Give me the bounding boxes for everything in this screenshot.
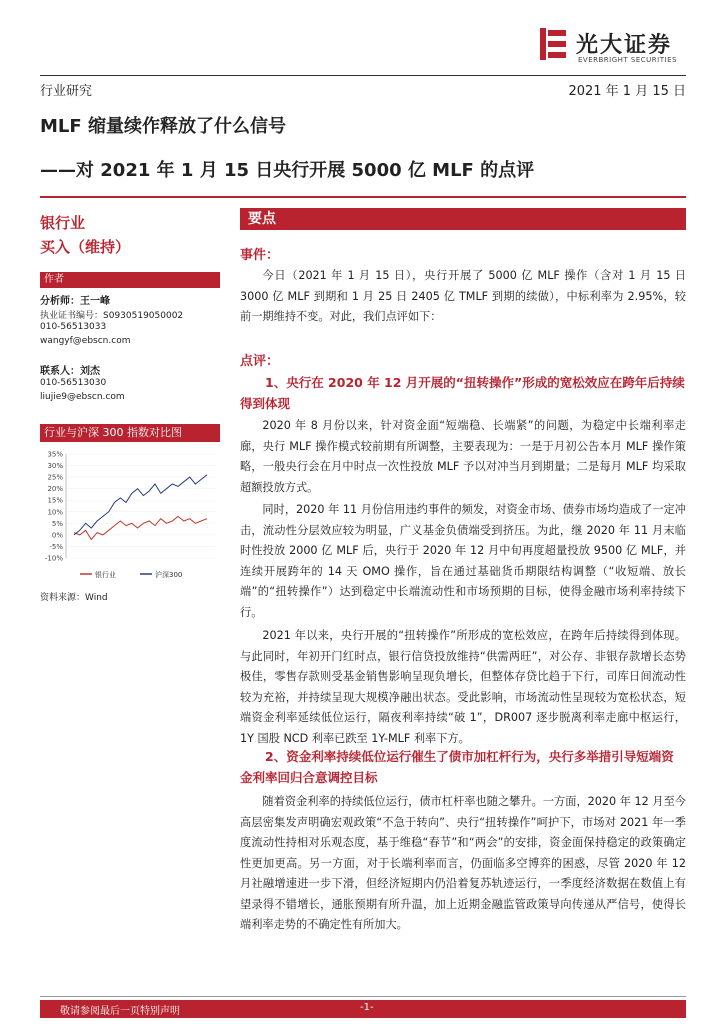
industry-label: 银行业 <box>40 214 86 232</box>
report-subtitle: ——对 2021 年 1 月 15 日央行开展 5000 亿 MLF 的点评 <box>40 160 535 181</box>
keypoints-bar: 要点 <box>240 208 686 230</box>
chart-y-tick-label: 0% <box>51 531 63 540</box>
author-section-bar: 作者 <box>40 272 220 288</box>
chart-y-tick-label: 20% <box>47 485 63 494</box>
page-number: -1- <box>360 1002 374 1013</box>
analyst-phone: 010-56513033 <box>40 322 107 332</box>
heading-1: 1、央行在 2020 年 12 月开展的“扭转操作”形成的宽松效应在跨年后持续得到体现 <box>240 375 685 411</box>
footer-divider <box>40 996 686 997</box>
analyst-name: 分析师：王一峰 <box>40 296 110 307</box>
footer-disclaimer[interactable]: 敬请参阅最后一页特别声明 <box>60 1006 180 1017</box>
chart-title-bar: 行业与沪深 300 指数对比图 <box>40 424 220 442</box>
chart-y-tick-label: 30% <box>47 462 63 471</box>
title-divider <box>40 196 686 198</box>
chart-source: 资料来源：Wind <box>40 593 108 603</box>
chart-y-tick-label: 10% <box>47 508 63 517</box>
event-text: 今日（2021 年 1 月 15 日），央行开展了 5000 亿 MLF 操作（含对 1 月 15 日 3000 亿 MLF 到期和 1 月 25 日 2405 亿 TMLF 到期的续做），中标利率为 2.95%，较前一期维持不变。对此，我们点评如下： <box>240 269 686 323</box>
chart-series-line-0 <box>74 516 207 539</box>
chart-legend-label: 沪深300 <box>155 571 183 579</box>
chart-legend-label: 银行业 <box>95 571 116 579</box>
contact-email[interactable]: liujie9@ebscn.com <box>40 392 125 402</box>
event-label: 事件： <box>240 248 280 263</box>
analyst-email[interactable]: wangyf@ebscn.com <box>40 336 131 346</box>
paragraph-4: 随着资金利率的持续低位运行，债市杠杆率也随之攀升。一方面，2020 年 12 月至今高层密集发声明确宏观政策“不急于转向”、央行“扭转操作”呵护下，市场对 2021 年一季度流动性持相对乐观态度，基于维稳“春节”和“两会”的安排，资金面保持稳定的政策确定性更加更高。另一方面，对于长端利率而言，仍面临多空博弈的困惑，尽管 2020 年 12 月社融增速进一步下滑，但经济短期内仍沿着复苏轨迹运行，一季度经济数据在数值上有望录得不错增长，通胀预期有所升温，加上近期金融监管政策导向传递从严信号，使得长端利率走势的不确定性有所加大。 <box>240 795 686 931</box>
heading-2: 2、资金利率持续低位运行催生了债市加杠杆行为，央行多举措引导短端资金利率回归合意调控目标 <box>240 749 674 785</box>
contact-phone: 010-56513030 <box>40 378 107 388</box>
doc-date: 2021 年 1 月 15 日 <box>568 84 686 99</box>
chart-y-tick-label: 5% <box>51 519 63 528</box>
analyst-cert: 执业证书编号：S0930519050002 <box>40 311 184 321</box>
comment-label: 点评： <box>240 354 280 369</box>
paragraph-3: 2021 年以来，央行开展的“扭转操作”所形成的宽松效应，在跨年后持续得到体现。与此同时，年初开门红时点，银行信贷投放维持“供需两旺”，对公存、非银存款增长态势极佳，零售存款则受基金销售影响呈现负增长，但整体存贷比趋于下行，司库日间流动性较为充裕，并持续呈现大规模净融出状态。受此影响，市场流动性呈现较为宽松状态，短端资金利率延续低位运行，隔夜利率持续“破 1”，DR007 逐步脱离利率走廊中枢运行，1Y 国股 NCD 利率已跌至 1Y-MLF 利率下方。 <box>240 629 686 745</box>
contact-name: 联系人：刘杰 <box>40 366 100 377</box>
comparison-chart <box>40 450 220 580</box>
chart-y-tick-label: 25% <box>47 473 63 482</box>
chart-y-tick-label: -5% <box>49 542 63 551</box>
doc-type: 行业研究 <box>40 84 93 99</box>
rating-label: 买入（维持） <box>40 238 131 256</box>
chart-y-tick-label: 35% <box>47 450 63 459</box>
chart-y-tick-label: 15% <box>47 496 63 505</box>
paragraph-1: 2020 年 8 月份以来，针对资金面“短端稳、长端紧”的问题，为稳定中长端利率走廊，央行 MLF 操作模式较前期有所调整，主要表现为：一是于月初公告本月 MLF 操作策略，一般央行会在月中时点一次性投放 MLF 予以对冲当月到期量；二是每月 MLF 均采取超额投放方式。 <box>240 419 686 494</box>
chart-y-tick-label: -10% <box>44 554 63 563</box>
logo-text-cn: 光大证券 <box>576 33 673 58</box>
paragraph-2: 同时，2020 年 11 月份信用违约事件的频发，对资金市场、债券市场均造成了一定冲击，流动性分层效应较为明显，广义基金负债端受到挤压。为此，继 2020 年 11 月末临时性投放 2000 亿 MLF 后，央行于 2020 年 12 月中旬再度超量投放 9500 亿 MLF，并连续开展跨年的 14 天 OMO 操作，旨在通过基础货币期限结构调整（“收短端、放长端”的“扭转操作”）达到稳定中长端流动性和市场预期的目标，使得金融市场利率持续下行。 <box>240 503 686 619</box>
logo-text-en: EVERBRIGHT SECURITIES <box>578 56 677 64</box>
everbright-logo-icon <box>540 28 566 60</box>
report-title: MLF 缩量续作释放了什么信号 <box>40 116 286 137</box>
header-divider <box>40 75 686 76</box>
